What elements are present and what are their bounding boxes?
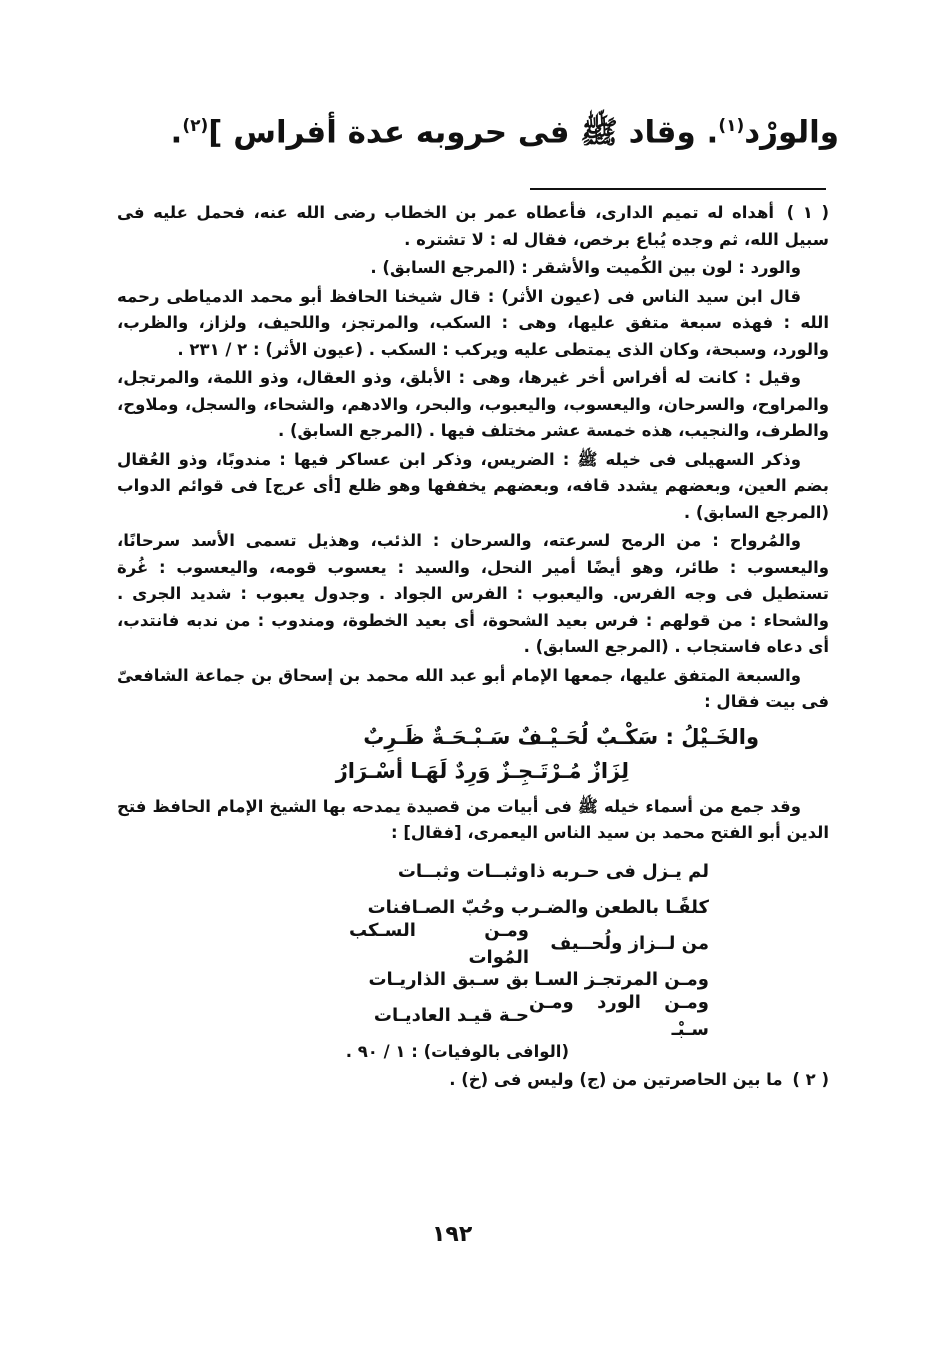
poem-hemistich-second: ومـن السـكب المُوات (349, 920, 529, 968)
poem-hemistich-first: ومـن الورد ومـن سـبْـ (529, 992, 709, 1040)
poem-hemistich-second: ب وحُبّ الصـافنات (367, 897, 529, 919)
note-paragraph: وذكر السهيلى فى خيله ﷺ : الضريس، وذكر ابن عساكر فيها : مندوبًا، وذو العُقال بضم العين، وبعضهم يشدد قافه، وبعضهم يخففها وهو ظلع [أى عرج] فى قوائم الدواب (المرجع السابق) . (117, 449, 829, 522)
poem-reference: (الوافى بالوفيات) : ١ / ٩٠ . (345, 1041, 569, 1061)
footnote-2-number: ( ٢ ) (792, 1070, 829, 1089)
verse-line-2: لِزَازٌ مُـرْتَـجِـزٌ وَرِدٌ لَهَـا أسْـرَارُ (335, 758, 629, 783)
poem-hemistich-first: من لــزاز ولُحــيف (550, 933, 709, 955)
poem-hemistich-second: بق سـبق الذاريـات (368, 969, 529, 991)
footnote-1-number: ( ١ ) (786, 203, 829, 222)
poem-row (117, 855, 829, 891)
poem (117, 855, 829, 1040)
note-paragraph: والورد : لون بين الكُميت والأشقر : (المرجع السابق) . (370, 258, 801, 277)
poem-hemistich-first: لم يـزل فى حـربه ذا (529, 861, 709, 883)
main-text-a: والورْد (744, 114, 839, 151)
footnote-2 (117, 1067, 829, 1094)
footnote-1-text: أهداه له تميم الدارى، فأعطاه عمر بن الخطاب رضى الله عنه، فحمل عليه فى سبيل الله، ثم وجده يُباع برخص، فقال له : لا تشتره . (117, 203, 829, 249)
note-paragraph: قال ابن سيد الناس فى (عيون الأثر) : قال شيخنا الحافظ أبو محمد الدمياطى رحمه الله : فهذه سبعة متفق عليها، وهى : السكب، والمرتجز، واللحيف، ولزاز، والظرب، والورد، وسبحة، وكان الذى يمتطى عليه ويركب : السكب . (عيون الأثر) : ٢ / ٢٣١ . (117, 286, 829, 359)
main-text-c: . (170, 114, 183, 151)
poem-hemistich-first: ومـن المرتجـز السـا (534, 969, 709, 991)
footnote-2-text: ما بين الحاصرتين من (ج) وليس فى (خ) . (449, 1070, 783, 1089)
footnote-1-intro (117, 200, 829, 253)
note-paragraph: وقيل : كانت له أفراس أخر غيرها، وهى : الأبلق، وذو العقال، وذو اللمة، والمرتجل، والمراوح، والسرحان، واليعسوب، واليعبوب، والبحر، والادهم، والشحاء، والسجل، وملاوح، والطرف، والنجيب، هذه خمسة عشر مختلف فيها . (المرجع السابق) . (117, 368, 829, 440)
main-text-line (79, 100, 839, 158)
footnotes (117, 200, 829, 1096)
poem-hemistich-second: حـة قيـد العاديـات (373, 1005, 529, 1027)
footnote-ref-1: (١) (718, 116, 745, 136)
poem-hemistich-first: كلفًـا بالطعن والضـر (529, 897, 709, 919)
footnote-separator (530, 188, 826, 190)
footnote-ref-2: (٢) (182, 116, 209, 136)
main-text-b: . وقاد ﷺ فى حروبه عدة أفراس ] (208, 114, 719, 151)
note-paragraph: والسبعة المتفق عليها، جمعها الإمام أبو عبد الله محمد بن إسحاق بن جماعة الشافعىّ فى بيت فقال : (117, 665, 829, 711)
poem-hemistich-second: وثبــات وثبــات (397, 861, 529, 883)
page-number: ١٩٢ (432, 1222, 473, 1247)
note-paragraph: وقد جمع من أسماء خيله ﷺ فى أبيات من قصيدة يمدحه بها الشيخ الإمام الحافظ فتح الدين أبو الفتح محمد بن سيد الناس اليعمرى، [فقال] : (117, 796, 829, 842)
note-paragraph: والمُرواح : من الرمح لسرعته، والسرحان : الذئب، وهذيل تسمى الأسد سرحانًا، واليعسوب : طائر، وهو أيضًا أمير النحل، والسيد : يعسوب قومه، واليعسوب : غُرة تستطيل فى وجه الفرس. واليعبوب : الفرس الجواد . وجدول يعبوب : شديد الجرى . والشحاء : من قولهم : فرس بعيد الشحوة، أى بعيد الخطوة، ومندوب : من ندبه فانتدب، أى دعاه فاستجاب . (المرجع السابق) . (117, 531, 829, 656)
verse-line-1: والخَـيْلُ : سَكْـبٌ لُحَـيْـفٌ سَـبْـحَـةٌ ظَـرِبٌ (363, 724, 759, 749)
poem-row (117, 920, 829, 968)
poem-row (117, 992, 829, 1040)
